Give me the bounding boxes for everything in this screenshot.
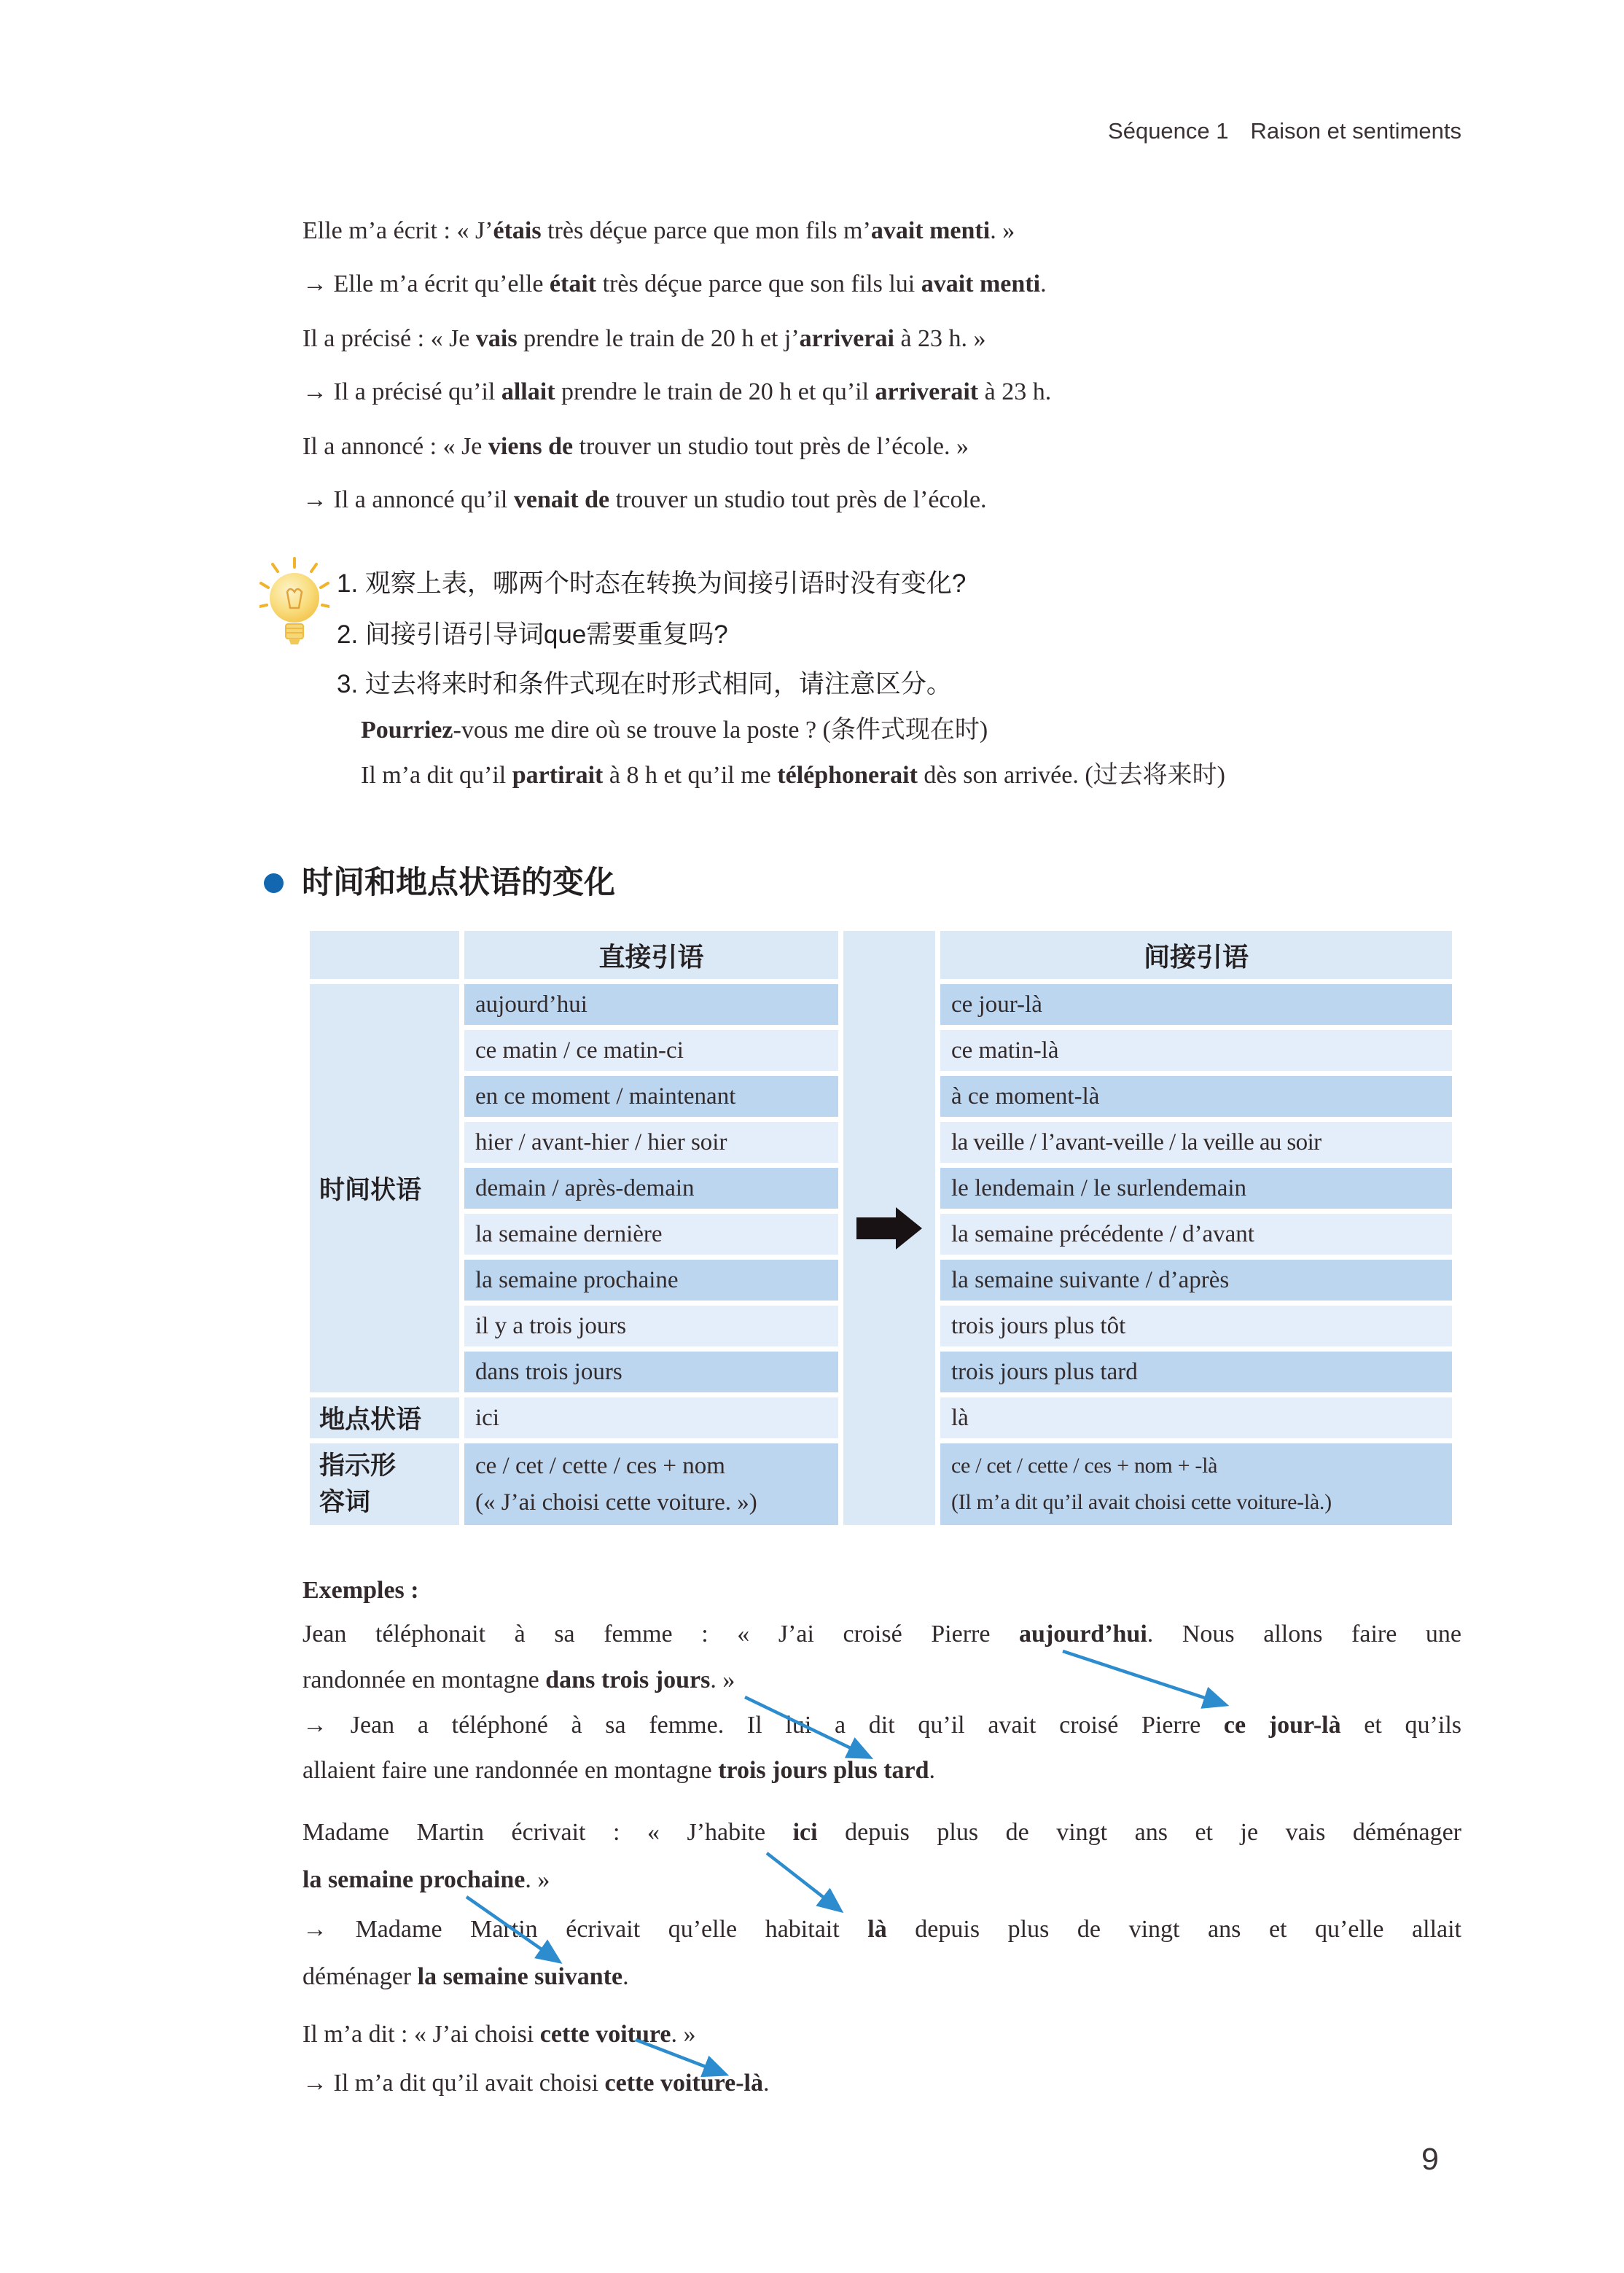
table-cell-indirect: la semaine précédente / d’avant bbox=[940, 1214, 1452, 1255]
table-arrow-strip bbox=[843, 931, 935, 1525]
table-cell-indirect: là bbox=[940, 1397, 1452, 1438]
row-label-demonstrative: 指示形 容词 bbox=[310, 1443, 459, 1525]
exemple-a-line-4: allaient faire une randonnée en montagne trois jours plus tard. bbox=[302, 1757, 936, 1784]
exemple-b-line-3: → Madame Martin écrivait qu’elle habitait là depuis plus de vingt ans et qu’elle allait bbox=[302, 1916, 1461, 1943]
table-cell-direct: dans trois jours bbox=[464, 1352, 838, 1392]
table-corner-cell bbox=[310, 931, 459, 979]
table-cell-direct: en ce moment / maintenant bbox=[464, 1076, 838, 1117]
table-cell-indirect: à ce moment-là bbox=[940, 1076, 1452, 1117]
table-cell-indirect: trois jours plus tôt bbox=[940, 1306, 1452, 1346]
table-cell-indirect: ce matin-là bbox=[940, 1030, 1452, 1071]
exemple-b-line-1: Madame Martin écrivait : « J’habite ici depuis plus de vingt ans et je vais déménager bbox=[302, 1819, 1461, 1846]
table-cell-indirect: la semaine suivante / d’après bbox=[940, 1260, 1452, 1301]
indirect-speech-line-3: → Il a annoncé qu’il venait de trouver un studio tout près de l’école. bbox=[302, 486, 987, 513]
row-label-time: 时间状语 bbox=[310, 984, 459, 1392]
lightbulb-icon bbox=[259, 557, 329, 649]
table-cell-direct: il y a trois jours bbox=[464, 1306, 838, 1346]
exemple-a-line-2: randonnée en montagne dans trois jours. » bbox=[302, 1666, 735, 1693]
table-cell-direct: hier / avant-hier / hier soir bbox=[464, 1122, 838, 1163]
tip-item-1: 1. 观察上表，哪两个时态在转换为间接引语时没有变化? bbox=[337, 569, 967, 598]
chapter-title: Raison et sentiments bbox=[1250, 118, 1461, 144]
table-header-direct: 直接引语 bbox=[464, 931, 838, 979]
table-cell-direct: la semaine dernière bbox=[464, 1214, 838, 1255]
adverb-conversion-table bbox=[310, 931, 1452, 1525]
indirect-speech-line-1: → Elle m’a écrit qu’elle était très déçue parce que son fils lui avait menti. bbox=[302, 270, 1047, 297]
direct-speech-line-3: Il a annoncé : « Je viens de trouver un studio tout près de l’école. » bbox=[302, 433, 969, 460]
table-cell-direct: aujourd’hui bbox=[464, 984, 838, 1025]
section-title: 时间和地点状语的变化 bbox=[302, 865, 615, 900]
page-number: 9 bbox=[1421, 2142, 1439, 2177]
transform-arrow-icon bbox=[856, 1207, 922, 1249]
tip-item-3: 3. 过去将来时和条件式现在时形式相同，请注意区分。 bbox=[337, 670, 952, 698]
direct-speech-line-2: Il a précisé : « Je vais prendre le train de 20 h et j’arriverai à 23 h. » bbox=[302, 325, 986, 352]
tip-example-1: Pourriez-vous me dire où se trouve la poste ? (条件式现在时) bbox=[361, 717, 988, 744]
running-header bbox=[1108, 118, 1461, 144]
exemple-b-line-2: la semaine prochaine. » bbox=[302, 1866, 550, 1893]
table-cell-direct: ce matin / ce matin-ci bbox=[464, 1030, 838, 1071]
section-bullet-icon bbox=[264, 873, 284, 893]
exemple-a-line-1: Jean téléphonait à sa femme : « J’ai croisé Pierre aujourd’hui. Nous allons faire une bbox=[302, 1621, 1461, 1648]
table-cell-indirect: la veille / l’avant-veille / la veille au soir bbox=[940, 1122, 1452, 1163]
table-cell-indirect: ce jour-là bbox=[940, 984, 1452, 1025]
table-cell-direct: ici bbox=[464, 1397, 838, 1438]
exemple-c-line-2: → Il m’a dit qu’il avait choisi cette voiture-là. bbox=[302, 2070, 770, 2097]
direct-speech-line-1: Elle m’a écrit : « J’étais très déçue parce que mon fils m’avait menti. » bbox=[302, 217, 1015, 244]
indirect-speech-line-2: → Il a précisé qu’il allait prendre le train de 20 h et qu’il arriverait à 23 h. bbox=[302, 378, 1052, 405]
tip-item-2: 2. 间接引语引导词que需要重复吗? bbox=[337, 620, 728, 649]
row-label-place: 地点状语 bbox=[310, 1397, 459, 1438]
arrow-ici-to-la bbox=[767, 1853, 840, 1910]
table-cell-direct: la semaine prochaine bbox=[464, 1260, 838, 1301]
table-cell-indirect: ce / cet / cette / ces + nom + -là (Il m’a dit qu’il avait choisi cette voiture-là.) bbox=[940, 1443, 1452, 1525]
exemple-c-line-1: Il m’a dit : « J’ai choisi cette voiture. » bbox=[302, 2021, 696, 2048]
arrow-aujourdhui-to-cejourla bbox=[1063, 1651, 1225, 1704]
table-cell-direct: ce / cet / cette / ces + nom (« J’ai choisi cette voiture. ») bbox=[464, 1443, 838, 1525]
sequence-label: Séquence 1 bbox=[1108, 118, 1229, 144]
tip-example-2: Il m’a dit qu’il partirait à 8 h et qu’il me téléphonerait dès son arrivée. (过去将来时) bbox=[361, 762, 1225, 789]
exemple-a-line-3: → Jean a téléphoné à sa femme. Il lui a dit qu’il avait croisé Pierre ce jour-là et qu’ils bbox=[302, 1712, 1461, 1739]
exemple-b-line-4: déménager la semaine suivante. bbox=[302, 1963, 629, 1990]
table-header-indirect: 间接引语 bbox=[940, 931, 1452, 979]
table-cell-direct: demain / après-demain bbox=[464, 1168, 838, 1209]
table-cell-indirect: le lendemain / le surlendemain bbox=[940, 1168, 1452, 1209]
exemples-heading: Exemples : bbox=[302, 1577, 419, 1604]
table-cell-indirect: trois jours plus tard bbox=[940, 1352, 1452, 1392]
